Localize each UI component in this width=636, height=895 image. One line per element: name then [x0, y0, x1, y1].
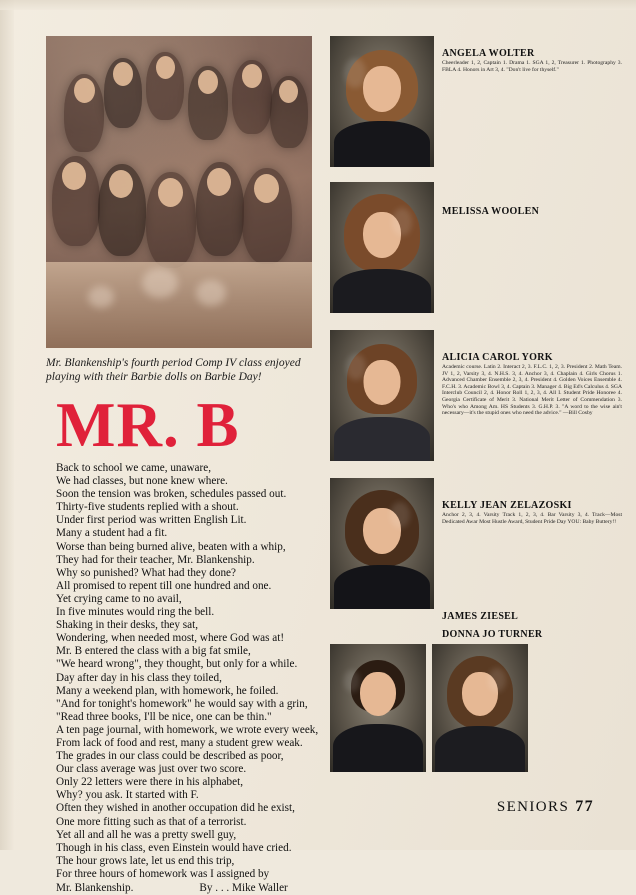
poem-line: Only 22 letters were there in his alphabet, [56, 776, 244, 789]
senior-name: ANGELA WOLTER [442, 48, 535, 59]
poem-line: For three hours of homework was I assigned by [56, 867, 270, 880]
poem-byline-author: Mike Waller [232, 882, 288, 894]
portrait-photo-angela-wolter [330, 36, 434, 167]
portrait-photo-donna-jo-turner [432, 644, 528, 772]
portrait-photo-melissa-woolen [330, 182, 434, 313]
section-label: SENIORS [496, 799, 570, 815]
senior-blurb: Cheerleader 1, 2, Captain 1. Drama 1. SGA 1, 2, Treasurer 1. Photography 3. FBLA 4. Honors in Art 3, 4. "Don't live for thyself." [442, 60, 622, 73]
page-number: 77 [575, 798, 594, 815]
poem-line: Worse than being burned alive, beaten with a whip, [56, 540, 286, 553]
senior-name: DONNA JO TURNER [442, 629, 543, 640]
group-photo [46, 36, 312, 348]
poem-line: Our class average was just over two score. [56, 763, 247, 776]
poem-line: A ten page journal, with homework, we wrote every week, [56, 723, 319, 736]
group-photo-caption: Mr. Blankenship's fourth period Comp IV class enjoyed playing with their Barbie dolls on Barbie Day! [46, 357, 301, 383]
poem-line: All promised to repent till one hundred and one. [56, 579, 272, 592]
poem-line: Though in his class, even Einstein would have cried. [56, 841, 292, 854]
poem-line: Wondering, when needed most, where God was at! [56, 632, 285, 645]
poem-line: Soon the tension was broken, schedules passed out. [56, 488, 287, 501]
page-footer [497, 798, 594, 816]
page-title: MR. B [56, 390, 240, 460]
poem-line: "And for tonight's homework" he would say with a grin, [56, 697, 308, 710]
poem-line: The grades in our class could be described as poor, [56, 750, 284, 763]
portrait-photo-kelly-jean-zelazoski [330, 478, 434, 609]
senior-name: ALICIA CAROL YORK [442, 352, 553, 363]
group-photo-table [46, 262, 312, 348]
poem-line: Under first period was written English Lit. [56, 514, 247, 527]
poem-line: Yet all and all he was a pretty swell guy, [56, 828, 237, 841]
poem-line: Thirty-five students replied with a shout. [56, 501, 239, 514]
poem-line: Why? you ask. It started with F. [56, 789, 199, 802]
poem-line: Back to school we came, unaware, [56, 462, 212, 474]
page-edge-left [0, 0, 14, 850]
poem-line: From lack of food and rest, many a student grew weak. [56, 736, 303, 749]
poem-line: In five minutes would ring the bell. [56, 606, 215, 619]
poem-line: Mr. B entered the class with a big fat smile, [56, 645, 251, 658]
poem-line: The hour grows late, let us end this trip, [56, 854, 235, 867]
poem-line: Many a weekend plan, with homework, he foiled. [56, 684, 279, 697]
poem-line: We had classes, but none knew where. [56, 475, 228, 488]
poem-byline [56, 882, 332, 895]
page-edge-top [0, 0, 636, 10]
portrait-photo-alicia-carol-york [330, 330, 434, 461]
poem-line: Why so punished? What had they done? [56, 566, 236, 579]
poem-line: "We heard wrong", they thought, but only for a while. [56, 658, 298, 671]
senior-name: MELISSA WOOLEN [442, 206, 540, 217]
senior-blurb: Academic course. Latin 2. Interact 2, 3. F.L.C. 1, 2, 3. President 2. Math Team. JV 1, 2, Varsity 3, 4. N.H.S. 3, 4. Anchor 3, 4. Chaplain 4. Girls Chorus 1. Advanced Chamber Ensemble 2, 3, 4. President 4. Golden Voices Ensemble 4. F.C.H. 3. Academic Bowl 3, 4. Captain 3. Manager 4. Big Ed's Calculus 4. SGA Interclub Council 2, 4. Honor Roll 1, 2, 3, 4. All I. Student Pride Honoree 4. Georgia Certificate of Merit 3. National Merit Letter of Commendation 3. Who's who Among Am. HS Students 3. G.H.P. 3. "A word to the wise ain't necessary—it's the stupid ones who need the advice." —Bill Cosby [442, 364, 622, 417]
poem-line: One more fitting such as that of a terrorist. [56, 815, 247, 828]
poem-line: Many a student had a fit. [56, 527, 168, 540]
poem-line: Day after day in his class they toiled, [56, 671, 222, 684]
poem-byline-prefix: By . . . [199, 882, 230, 894]
senior-name: KELLY JEAN ZELAZOSKI [442, 500, 572, 511]
senior-name: JAMES ZIESEL [442, 611, 519, 622]
poem-text [56, 462, 332, 895]
portrait-photo-james-ziesel [330, 644, 426, 772]
senior-blurb: Anchor 2, 3, 4. Varsity Track 1, 2, 3, 4. Bar Varsity 3, 4. Track—Most Dedicated Awar Most Hustle Award, Student Pride Day YOU: Baby Buttery!! [442, 512, 622, 525]
poem-line: Often they wished in another occupation did he exist, [56, 802, 295, 815]
poem-line: Shaking in their desks, they sat, [56, 619, 199, 632]
poem-line: "Read three books, I'll be nice, one can be thin." [56, 710, 272, 723]
group-photo-image [46, 36, 312, 348]
poem-line: They had for their teacher, Mr. Blankenship. [56, 553, 255, 566]
poem-last-line: Mr. Blankenship. [56, 882, 134, 894]
poem-line: Yet crying came to no avail, [56, 592, 182, 605]
